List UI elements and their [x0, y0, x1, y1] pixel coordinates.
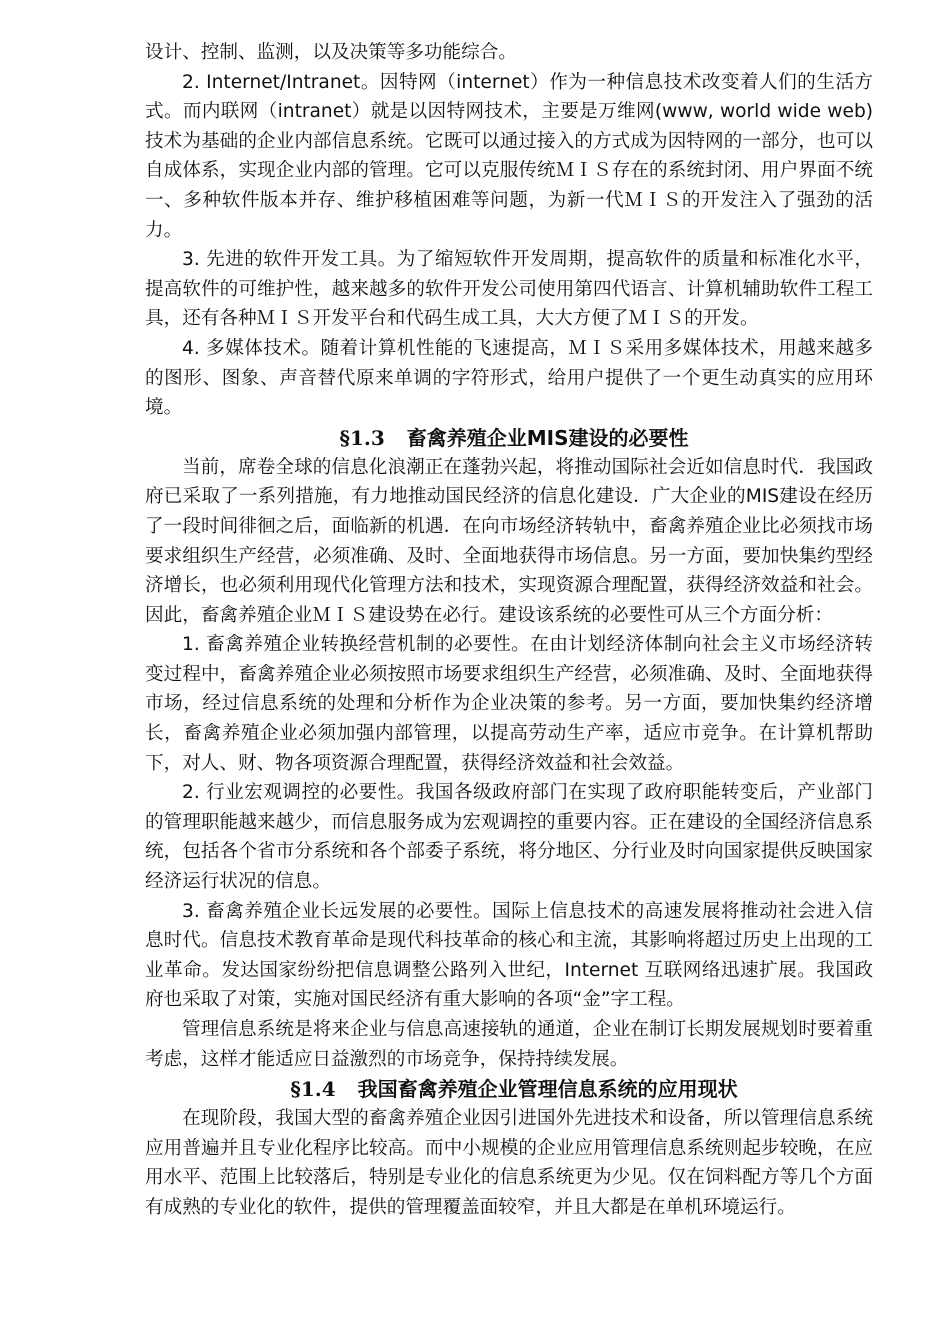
paragraph: 在现阶段，我国大型的畜禽养殖企业因引进国外先进技术和设备，所以管理信息系统应用普遍并且专业化程序比较高。而中小规模的企业应用管理信息系统则起步较晚，在应用水平、范围上比较落后，特别是专业化的信息系统更为少见。仅在饲料配方等几个方面有成熟的专业化的软件，提供的管理覆盖面较窄，并且大都是在单机环境运行。 — [145, 1108, 873, 1218]
paragraph: 3. 畜禽养殖企业长远发展的必要性。国际上信息技术的高速发展将推动社会进入信息时代。信息技术教育革命是现代科技革命的核心和主流，其影响将超过历史上出现的工业革命。发达国家纷纷把信息调整公路列入世纪，Internet 互联网络迅速扩展。我国政府也采取了对策，实施对国民经济有重大影响的各项“金”字工程。 — [145, 900, 873, 1011]
section-number: §1.4 — [290, 1077, 336, 1102]
paragraph: 2. Internet/Intranet。因特网（internet）作为一种信息技术改变着人们的生活方式。而内联网（intranet）就是以因特网技术，主要是万维网(www, world wide web)技术为基础的企业内部信息系统。它既可以通过接入的方式成为因特网的一部分，也可以自成体系，实现企业内部的管理。它可以克服传统ＭＩＳ存在的系统封闭、用户界面不统一、多种软件版本并存、维护移植困难等问题，为新一代ＭＩＳ的开发注入了强劲的活力。 — [145, 71, 873, 241]
section-title: 我国畜禽养殖企业管理信息系统的应用现状 — [357, 1077, 738, 1102]
paragraph: 当前，席卷全球的信息化浪潮正在蓬勃兴起，将推动国际社会近如信息时代．我国政府已采取了一系列措施，有力地推动国民经济的信息化建设．广大企业的MIS建设在经历了一段时间徘徊之后，面临新的机遇．在向市场经济转轨中，畜禽养殖企业比必须找市场要求组织生产经营，必须准确、及时、全面地获得市场信息。另一方面，要加快集约型经济增长，也必须利用现代化管理方法和技术，实现资源合理配置，获得经济效益和社会。因此，畜禽养殖企业ＭＩＳ建设势在必行。建设该系统的必要性可从三个方面分析： — [145, 456, 873, 626]
section-number: §1.3 — [339, 425, 385, 450]
paragraph: 2. 行业宏观调控的必要性。我国各级政府部门在实现了政府职能转变后，产业部门的管理职能越来越少，而信息服务成为宏观调控的重要内容。正在建设的全国经济信息系统，包括各个省市分系统和各个部委子系统，将分地区、分行业及时向国家提供反映国家经济运行状况的信息。 — [145, 782, 873, 893]
section-1-3-body — [145, 453, 873, 1074]
section-heading-1-4 — [145, 1074, 873, 1104]
document-page — [145, 38, 873, 1223]
section-1-4-body — [145, 1104, 873, 1222]
section-title: 畜禽养殖企业MIS建设的必要性 — [406, 425, 689, 450]
paragraph: 1. 畜禽养殖企业转换经营机制的必要性。在由计划经济体制向社会主义市场经济转变过程中，畜禽养殖企业必须按照市场要求组织生产经营，必须准确、及时、全面地获得市场，经过信息系统的处理和分析作为企业决策的参考。另一方面，要加快集约经济增长，畜禽养殖企业必须加强内部管理，以提高劳动生产率，适应市竞争。在计算机帮助下，对人、财、物各项资源合理配置，获得经济效益和社会效益。 — [145, 634, 873, 774]
paragraph: 3. 先进的软件开发工具。为了缩短软件开发周期，提高软件的质量和标准化水平，提高软件的可维护性，越来越多的软件开发公司使用第四代语言、计算机辅助软件工程工具，还有各种ＭＩＳ开发平台和代码生成工具，大大方便了ＭＩＳ的开发。 — [145, 249, 873, 330]
section-heading-1-3 — [145, 423, 873, 453]
paragraph: 管理信息系统是将来企业与信息高速接轨的通道，企业在制订长期发展规划时要着重考虑，这样才能适应日益激烈的市场竞争，保持持续发展。 — [145, 1019, 873, 1070]
paragraph: 设计、控制、监测，以及决策等多功能综合。 — [145, 42, 517, 63]
intro-paragraphs — [145, 38, 873, 423]
paragraph: 4. 多媒体技术。随着计算机性能的飞速提高，ＭＩＳ采用多媒体技术，用越来越多的图形、图象、声音替代原来单调的字符形式，给用户提供了一个更生动真实的应用环境。 — [145, 337, 873, 419]
